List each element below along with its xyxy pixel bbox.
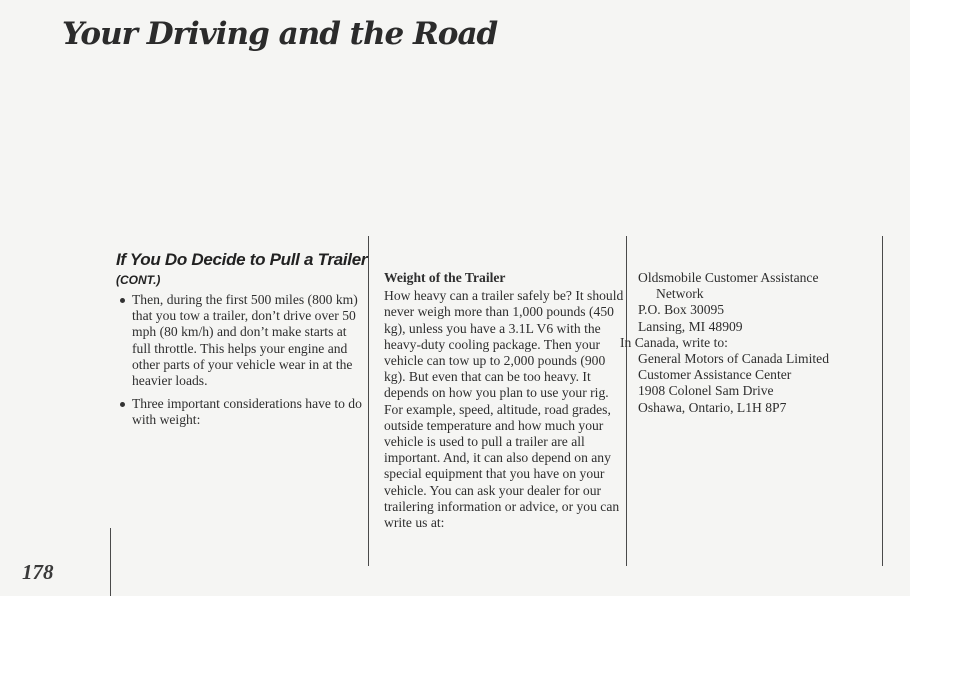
us-address (620, 270, 890, 335)
address-line: Network (656, 286, 704, 302)
address-line: Oshawa, Ontario, L1H 8P7 (638, 399, 787, 415)
address-line: Oldsmobile Customer Assistance (638, 270, 819, 285)
page-number: 178 (22, 560, 54, 584)
bullet-item: Then, during the first 500 miles (800 km) that you tow a trailer, don’t drive over 50 mph (80 km/h) and don’t make starts at full throttle. This helps your engine and other parts of your vehicle wear in at the heavier loads. (118, 292, 364, 389)
page-number-rule (110, 528, 111, 596)
address-line: Lansing, MI 48909 (638, 318, 743, 334)
column-divider-1 (368, 236, 369, 566)
address-line: P.O. Box 30095 (638, 302, 725, 318)
column-1 (118, 292, 364, 436)
subheading-trailer-weight: Weight of the Trailer (384, 270, 506, 285)
address-line: 1908 Colonel Sam Drive (638, 383, 774, 399)
canada-intro: In Canada, write to: (620, 334, 728, 350)
chapter-title: Your Driving and the Road (62, 16, 498, 52)
column-3 (620, 270, 890, 416)
section-heading: If You Do Decide to Pull a Trailer (116, 250, 368, 269)
address-line: Customer Assistance Center (638, 367, 792, 383)
canada-address (620, 351, 890, 416)
trailer-weight-paragraph: How heavy can a trailer safely be? It should never weigh more than 1,000 pounds (450 kg), unless you have a 3.1L V6 with the heavy-duty cooling package. Then your vehicle can tow up to 2,000 pounds (900 kg). But even that can be too heavy. It depends on how you plan to use your rig. For example, speed, altitude, road grades, outside temperature and how much your vehicle is used to pull a trailer are all important. And, it can also depend on any special equipment that you have on your vehicle. You can ask your dealer for our trailering information or advice, or you can write us at: (384, 288, 624, 531)
address-line: General Motors of Canada Limited (638, 351, 830, 367)
bullet-item: Three important considerations have to do with weight: (118, 396, 364, 428)
continued-tag: (CONT.) (116, 273, 161, 287)
column-2 (384, 270, 624, 531)
